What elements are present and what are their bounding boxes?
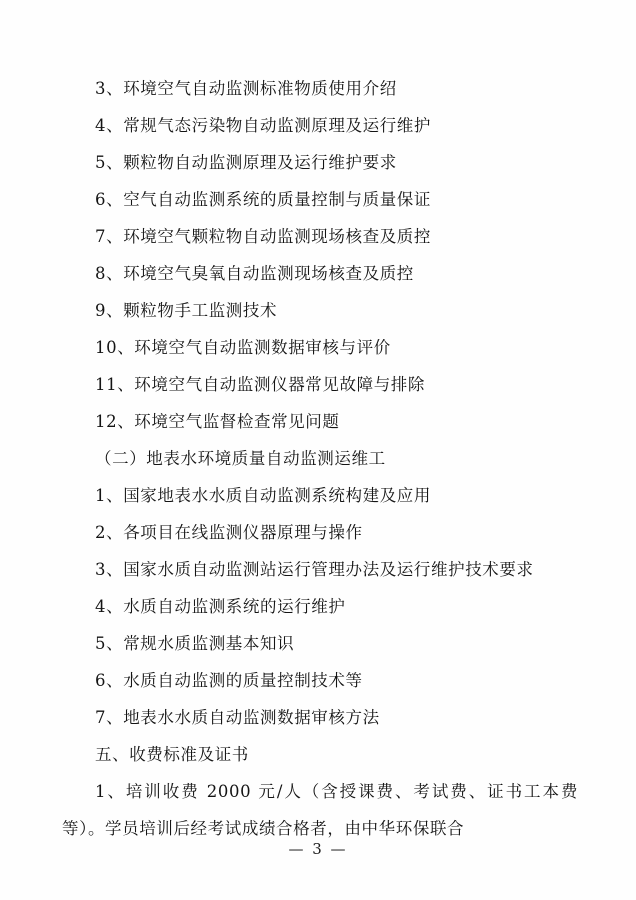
paragraph: 9、颗粒物手工监测技术: [95, 301, 278, 320]
paragraph: 11、环境空气自动监测仪器常见故障与排除: [95, 375, 425, 394]
page-footer: [0, 839, 636, 858]
paragraph: 7、环境空气颗粒物自动监测现场核查及质控: [95, 227, 431, 246]
paragraph: 5、颗粒物自动监测原理及运行维护要求: [95, 153, 397, 172]
paragraph: 4、水质自动监测系统的运行维护: [95, 597, 346, 616]
paragraph: 五、收费标准及证书: [95, 745, 249, 764]
paragraph: 6、空气自动监测系统的质量控制与质量保证: [95, 190, 431, 209]
paragraph: 3、环境空气自动监测标准物质使用介绍: [95, 79, 397, 98]
paragraph: 10、环境空气自动监测数据审核与评价: [95, 338, 391, 357]
paragraph: 8、环境空气臭氧自动监测现场核查及质控: [95, 264, 414, 283]
paragraph: 2、各项目在线监测仪器原理与操作: [95, 523, 363, 542]
paragraph: （二）地表水环境质量自动监测运维工: [95, 449, 386, 468]
paragraph: 6、水质自动监测的质量控制技术等: [95, 671, 363, 690]
paragraph: 7、地表水水质自动监测数据审核方法: [95, 708, 380, 727]
paragraph: 1、国家地表水水质自动监测系统构建及应用: [95, 486, 431, 505]
page-number: — 3 —: [288, 840, 348, 858]
document-body: [62, 70, 578, 847]
paragraph: 5、常规水质监测基本知识: [95, 634, 295, 653]
paragraph: 4、常规气态污染物自动监测原理及运行维护: [95, 116, 431, 135]
paragraph: 1、培训收费 2000 元/人（含授课费、考试费、证书工本费等）。学员培训后经考试成绩合格者，由中华环保联合: [62, 782, 578, 838]
paragraph: 12、环境空气监督检查常见问题: [95, 412, 340, 431]
paragraph: 3、国家水质自动监测站运行管理办法及运行维护技术要求: [95, 560, 534, 579]
